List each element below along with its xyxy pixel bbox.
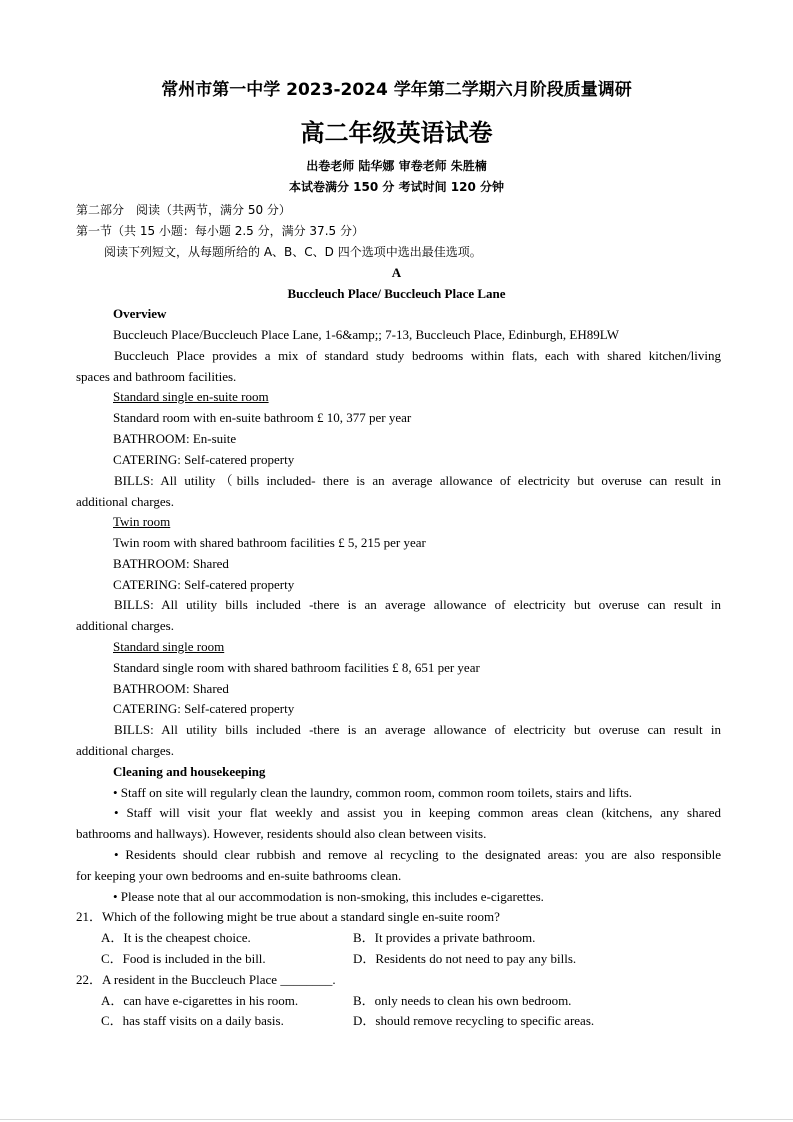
- question-22-stem: 22．A resident in the Buccleuch Place ________.: [76, 972, 336, 987]
- room-heading-en-suite: Standard single en-suite room: [113, 389, 269, 404]
- cleaning-bullet: • Staff on site will regularly clean the laundry, common room, common room toilets, stairs and lifts.: [113, 785, 633, 800]
- instruction: 阅读下列短文，从每题所给的 A、B、C、D 四个选项中选出最佳选项。: [104, 245, 482, 259]
- cleaning-heading: Cleaning and housekeeping: [113, 764, 266, 779]
- room-bills-cont: additional charges.: [76, 618, 174, 633]
- passage-title: Buccleuch Place/ Buccleuch Place Lane: [287, 286, 506, 301]
- cleaning-bullet: • Residents should clear rubbish and remove al recycling to the designated areas: you are also responsible: [114, 847, 721, 862]
- room-desc: Twin room with shared bathroom facilities £ 5, 215 per year: [113, 535, 426, 550]
- room-bills: BILLS: All utility（bills included- there is an average allowance of electricity but overuse can result in: [114, 473, 721, 488]
- cleaning-bullet: • Please note that al our accommodation is non-smoking, this includes e-cigarettes.: [113, 889, 544, 904]
- room-catering: CATERING: Self-catered property: [113, 701, 295, 716]
- school-title: 常州市第一中学 2023-2024 学年第二学期六月阶段质量调研: [161, 80, 632, 100]
- question-21-option-d: D．Residents do not need to pay any bills.: [353, 951, 577, 966]
- passage-letter: A: [391, 265, 402, 280]
- question-22-option-a: A．can have e-cigarettes in his room.: [101, 993, 299, 1008]
- page-bottom-divider: [0, 1119, 793, 1120]
- room-catering: CATERING: Self-catered property: [113, 452, 295, 467]
- part-heading: 第二部分 阅读（共两节，满分 50 分）: [76, 203, 291, 217]
- question-22-option-b: B．only needs to clean his own bedroom.: [353, 993, 572, 1008]
- room-bills-cont: additional charges.: [76, 743, 174, 758]
- question-22-option-c: C．has staff visits on a daily basis.: [101, 1013, 284, 1028]
- question-21-option-a: A．It is the cheapest choice.: [101, 930, 251, 945]
- intro-line-2: spaces and bathroom facilities.: [76, 369, 237, 384]
- room-bathroom: BATHROOM: En-suite: [113, 431, 237, 446]
- address: Buccleuch Place/Buccleuch Place Lane, 1-6&amp;; 7-13, Buccleuch Place, Edinburgh, EH89LW: [113, 327, 619, 342]
- room-bills-cont: additional charges.: [76, 494, 174, 509]
- question-22-option-d: D．should remove recycling to specific areas.: [353, 1013, 595, 1028]
- room-catering: CATERING: Self-catered property: [113, 577, 295, 592]
- room-bathroom: BATHROOM: Shared: [113, 556, 229, 571]
- question-21-option-b: B．It provides a private bathroom.: [353, 930, 536, 945]
- room-heading-twin: Twin room: [113, 514, 171, 529]
- room-bills: BILLS: All utility bills included -there is an average allowance of electricity but overuse can result in: [114, 722, 721, 737]
- room-desc: Standard room with en-suite bathroom £ 10, 377 per year: [113, 410, 412, 425]
- question-21-stem: 21．Which of the following might be true about a standard single en-suite room?: [76, 909, 500, 924]
- intro-line-1: Buccleuch Place provides a mix of standard study bedrooms within flats, each with shared kitchen/living: [114, 348, 721, 363]
- score-and-time: 本试卷满分 150 分 考试时间 120 分钟: [289, 180, 504, 194]
- exam-title: 高二年级英语试卷: [300, 119, 493, 147]
- room-desc: Standard single room with shared bathroom facilities £ 8, 651 per year: [113, 660, 480, 675]
- room-bathroom: BATHROOM: Shared: [113, 681, 229, 696]
- cleaning-bullet: • Staff will visit your flat weekly and assist you in keeping common areas clean (kitchens, any shared: [114, 805, 721, 820]
- question-21-option-c: C．Food is included in the bill.: [101, 951, 266, 966]
- cleaning-bullet-cont: for keeping your own bedrooms and en-suite bathrooms clean.: [76, 868, 402, 883]
- room-bills: BILLS: All utility bills included -there is an average allowance of electricity but overuse can result in: [114, 597, 721, 612]
- subsection-heading: 第一节（共 15 小题：每小题 2.5 分，满分 37.5 分）: [76, 224, 364, 238]
- overview-heading: Overview: [113, 306, 167, 321]
- cleaning-bullet-cont: bathrooms and hallways). However, residents should also clean between visits.: [76, 826, 487, 841]
- room-heading-standard-single: Standard single room: [113, 639, 225, 654]
- exam-authors: 出卷老师 陆华娜 审卷老师 朱胜楠: [306, 159, 487, 173]
